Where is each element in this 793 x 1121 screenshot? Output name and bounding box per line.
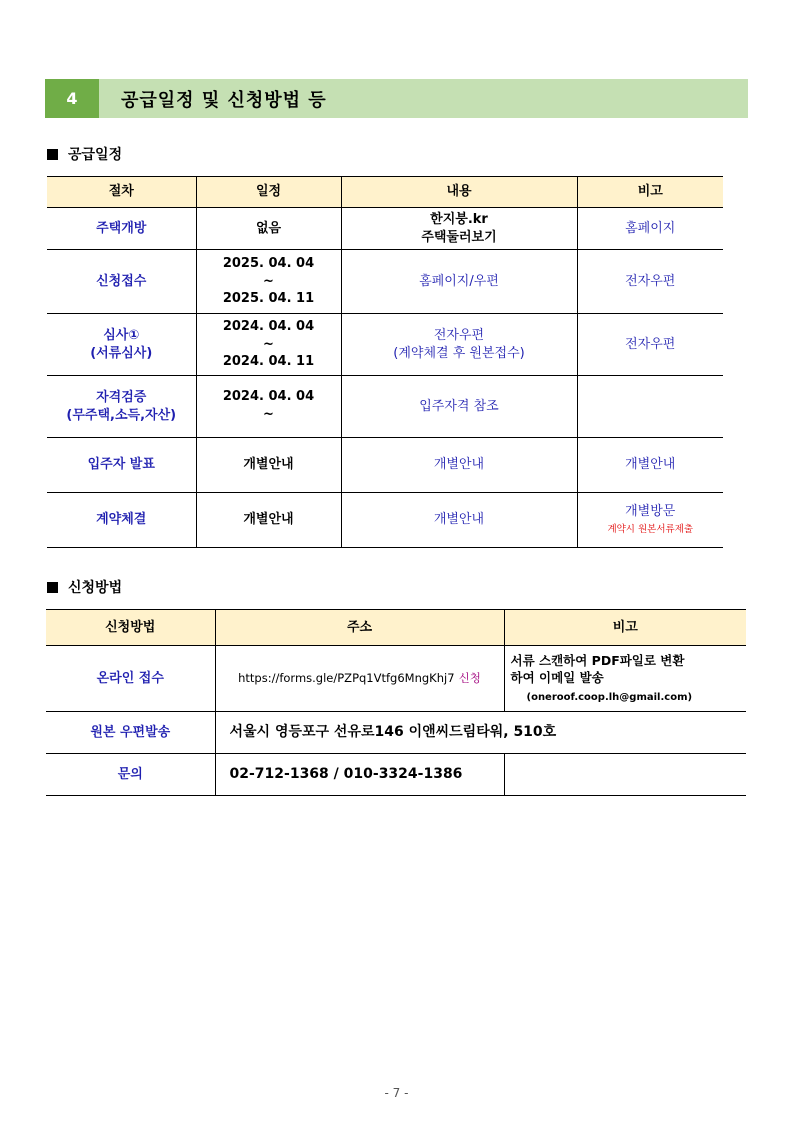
- section-title: 공급일정 및 신청방법 등: [121, 89, 327, 111]
- square-bullet-icon: [47, 582, 58, 593]
- table-header: 비고: [577, 177, 723, 208]
- section-header: [45, 79, 748, 118]
- table-row: 심사① (서류심사) 2024. 04. 04 ~ 2024. 04. 11 전자우편 (계약체결 후 원본접수) 전자우편: [47, 314, 723, 376]
- table-row: 문의 02-712-1368 / 010-3324-1386: [46, 754, 746, 796]
- table-row: 입주자 발표 개별안내 개별안내 개별안내: [47, 438, 723, 493]
- table-header: 내용: [341, 177, 577, 208]
- table-header: 절차: [47, 177, 196, 208]
- schedule-heading: 공급일정: [47, 144, 122, 164]
- table-header: 비고: [504, 610, 746, 646]
- table-header: 주소: [215, 610, 504, 646]
- table-header: 일정: [196, 177, 341, 208]
- section-number: 4: [45, 79, 99, 118]
- email-link[interactable]: (oneroof.coop.lh@gmail.com): [526, 691, 693, 703]
- page-number: - 7 -: [384, 1086, 409, 1100]
- method-table: [46, 609, 746, 796]
- table-row: 신청접수 2025. 04. 04 ~ 2025. 04. 11 홈페이지/우편 전자우편: [47, 250, 723, 314]
- form-link[interactable]: https://forms.gle/PZPq1Vtfg6MngKhj7: [238, 670, 455, 685]
- table-row: 계약체결 개별안내 개별안내 개별방문 계약시 원본서류제출: [47, 493, 723, 548]
- table-header: 신청방법: [46, 610, 215, 646]
- table-row: 원본 우편발송 서울시 영등포구 선유로146 이앤씨드림타워, 510호: [46, 712, 746, 754]
- method-heading: 신청방법: [47, 577, 122, 597]
- table-row: 자격검증 (무주택,소득,자산) 2024. 04. 04 ~ 입주자격 참조: [47, 376, 723, 438]
- schedule-table: [47, 176, 723, 548]
- table-row: 주택개방 없음 한지붕.kr 주택둘러보기 홈페이지: [47, 208, 723, 250]
- table-row: 온라인 접수 https://forms.gle/PZPq1Vtfg6MngKhj7 신청 서류 스캔하여 PDF파일로 변환 하여 이메일 발송 (oneroof.coop.lh@gmail.com): [46, 646, 746, 712]
- square-bullet-icon: [47, 149, 58, 160]
